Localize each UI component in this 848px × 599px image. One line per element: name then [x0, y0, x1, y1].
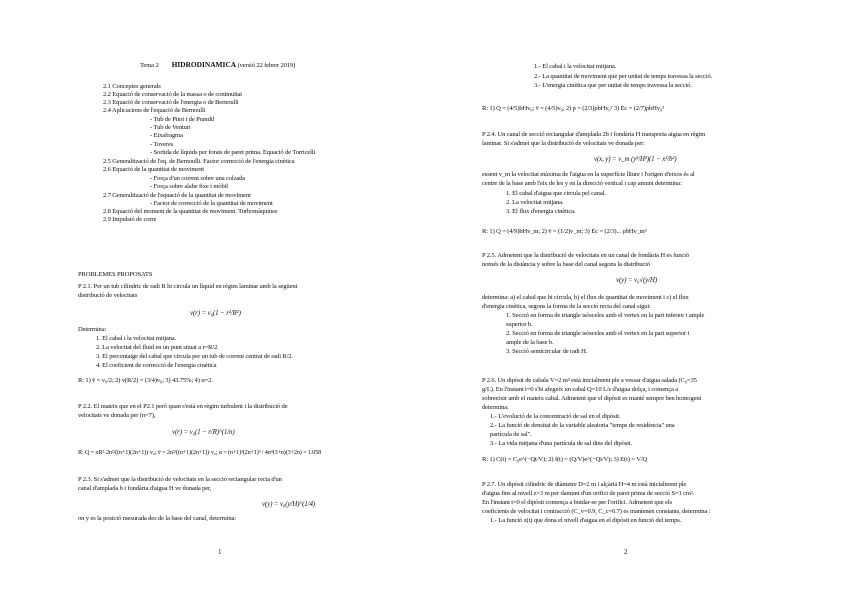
- page-number: 2: [624, 548, 628, 556]
- problem-text: P 2.3. Si s'admet que la distribució de velocitats en la secció rectangular recta d'un: [78, 476, 282, 483]
- list-item: 4. El coeficient de correcció de l'energia cinètica: [96, 362, 217, 369]
- problem-text: g/L). En l'instant t=0 s'hi afegeix un cabal Q=10 L/s d'aigua dolça, i comença a: [482, 386, 679, 393]
- list-item: 3.- La vida mitjana d'una partícula de sal dins del dipòsit.: [490, 440, 632, 447]
- toc-item: - Sortida de líquids per forats de paret prima. Equació de Torricelli: [150, 149, 316, 156]
- toc-item: - Força d'un corrent sobre una colzada: [150, 175, 246, 182]
- problem-text: d'energia cinètica, segons la forma de la secció recta del canal sigui:: [482, 303, 651, 310]
- problem-text: distribució de velocitats: [78, 292, 138, 299]
- problem-text: P 2.4. Un canal de secció rectangular d'amplada 2b i fondària H transporta aigua en règim: [482, 131, 706, 138]
- list-item: partícula de sal".: [490, 431, 532, 438]
- problem-text: determina:: [482, 404, 509, 411]
- problem-text: on y es la posició mesurada des de la base del canal, determina:: [78, 515, 236, 522]
- problem-text: centre de la base amb l'eix de les y en la direcció vertical i cap amunt determina:: [482, 180, 682, 187]
- toc-item: 2.7 Generalització de l'equació de la quantitat de moviment: [103, 192, 251, 199]
- toc-item: 2.6 Equació de la quantitat de moviment: [103, 166, 204, 173]
- list-item: 1.- La funció z(t) que dona el nivell d'aigua en el dipòsit en funció del temps.: [490, 517, 682, 524]
- formula: v(r) = v₀(1 − r²/R²): [190, 309, 241, 317]
- problem-text: En l'instant t=0 el dipòsit comença a buidar-se per l'orifici. Admetent que els: [482, 499, 672, 506]
- toc-item: - Força sobre alabe fixe i mòbil: [150, 183, 228, 190]
- formula: v(y) = v₀√(y/H): [616, 276, 658, 284]
- toc-item: - Toveres: [150, 141, 174, 148]
- toc-item: 2.1 Conceptes generals: [103, 83, 161, 90]
- list-item: 1.- El cabal i la velocitat mitjana.: [534, 63, 617, 70]
- list-item: 2.- La funció de densitat de la variable aleatoria "temps de residència" una: [490, 422, 675, 429]
- header: [140, 61, 295, 70]
- toc-item: - Tub de Venturi: [150, 124, 191, 131]
- problem-text: essent v_m la velocitat màxima de l'aigua en la superfície lliure i l'origen d'eixos és al: [482, 171, 695, 178]
- problem-text: P 2.1. Per un tub cilíndric de radi R hi circula un líquid en règim laminar amb la següent: [78, 283, 298, 290]
- list-item: 3. El percentatge del cabal que circula per un tub de corrent centrat de radi R/2.: [96, 353, 293, 360]
- page-number: 1: [218, 548, 222, 556]
- right-page: [424, 0, 848, 599]
- answer: R: 1) Q = (4/5)bHv₀; v̄ = (4/5)v₀; 2) ṗ = (2/3)ρbHv₀² 3) Ėc = (2/7)ρbHv₀³: [482, 105, 664, 112]
- toc-item: 2.9 Impulsió de corre: [103, 216, 157, 223]
- answer: R: Q = πR²·2n²/((n+1)(2n+1))·v₀; v̄ = 2n²/((n+1)(2n+1))·v₀; α = (n+1)³(2n+1)³ / 4n⁴(3+n)(3+2n) = 1.058: [78, 449, 322, 456]
- section-title: PROBLEMES PROPOSATS: [78, 271, 153, 278]
- list-item: 3. El flux d'energia cinètica.: [506, 208, 576, 215]
- answer: R: 1) C(t) = C₀e^(−Qt/V); 2) f(t) = (Q/V)e^(−Qt/V); 3) E(t) = V/Q: [482, 456, 648, 463]
- answer: R: 1) Q = (4/9)bHv_m; 2) v̄ = (1/2)v_m; 3) Ėc = (2/3)... ρbHv_m³: [482, 228, 647, 235]
- list-item: 3.- L'energia cinètica que per unitat de temps travessa la secció.: [534, 82, 692, 89]
- list-item: 2. La velocitat mitjana.: [506, 199, 564, 206]
- problem-text: sobreeixir amb el mateix cabal. Admetent que el dipòsit es manté sempre ben homogeni: [482, 395, 702, 402]
- problem-text: d'aigua fins al nivell z=3 m per damunt d'un orifici de paret prima de secció S=1 cm².: [482, 490, 695, 497]
- list-item: 1.- L'evolució de la concentració de sal en el dipòsit.: [490, 413, 621, 420]
- toc-item: 2.4 Aplicacions de l'equació de Bernoulli: [103, 107, 206, 114]
- list-item: 1. El cabal i la velocitat mitjana.: [96, 335, 177, 342]
- problem-text: coeficients de velocitat i contracció (C_v=0.9, C_c=0.7) es mantenen constants, determina :: [482, 508, 711, 515]
- problem-text: P 2.7. Un dipòsit cilíndric de diàmetre D=2 m i alçària H=4 m està inicialment ple: [482, 481, 687, 488]
- problem-text: P 2.5. Admetent que la distribució de velocitats en un canal de fondària H es funció: [482, 252, 690, 259]
- header-label: Tema 2: [140, 62, 159, 69]
- toc-item: 2.3 Equació de conservació de l'energia o de Bernoulli: [103, 99, 239, 106]
- toc-item: - Factor de correcció de la quantitat de moviment: [150, 200, 273, 207]
- list-item: 2. Secció en forma de triangle isòsceles amb el vertex en la part superior i: [506, 330, 690, 337]
- list-item: 2. La velocitat del fluid en un punt situat a r=R/2.: [96, 344, 219, 351]
- list-item: 2.- La quantitat de moviment que per unitat de temps travessa la secció.: [534, 73, 713, 80]
- problem-text: velocitats ve donada per (n=7),: [78, 412, 156, 419]
- formula: v(r) = v₀(1 − r/R)^(1/n): [172, 428, 235, 436]
- toc-item: 2.8 Equació del moment de la quantitat de moviment. Turbomàquines: [103, 208, 278, 215]
- list-item: 3. Secció semicircular de radi H.: [506, 348, 588, 355]
- header-title: HIDRODINAMICA: [171, 60, 237, 69]
- list-item: 1. El cabal d'aigua que circula pel canal.: [506, 190, 606, 197]
- problem-text: determina: a) el cabal que hi circula, b) el flux de quantitat de moviment i c) el flux: [482, 294, 689, 301]
- toc-item: - Eixafragma: [150, 132, 183, 139]
- formula: v(y) = v₀(y/H)^(1/4): [262, 500, 315, 508]
- toc-item: 2.5 Generalització de l'eq. de Bernoulli. Factor correcció de l'energia cinètica: [103, 158, 295, 165]
- formula: v(x, y) = v_m (y²/H²)(1 − x²/b²): [594, 155, 677, 163]
- problem-text: Determina:: [78, 326, 107, 333]
- list-item: superior b.: [506, 321, 533, 328]
- list-item: 1. Secció en forma de triangle isòsceles amb el vertex en la part inferior i ample: [506, 312, 705, 319]
- toc-item: 2.2 Equació de conservació de la massa o de continuïtat: [103, 91, 242, 98]
- list-item: ample de la base b.: [506, 339, 554, 346]
- problem-text: canal d'amplada b i fondària d'aigua H ve donada per,: [78, 485, 212, 492]
- toc-item: - Tub de Pitot i de Prandtl: [150, 116, 215, 123]
- problem-text: només de la distància y sobre la base del canal segons la distribució: [482, 261, 650, 268]
- problem-text: laminar. Si s'admet que la distribució de velocitats ve donada per:: [482, 140, 645, 147]
- header-date: (versió 22 febrer 2019): [237, 62, 296, 69]
- answer: R: 1) v̄ = v₀/2; 2) v(R/2) = (3/4)v₀; 3) 43.75%; 4) α=2.: [78, 377, 213, 384]
- problem-text: P 2.6. Un dipòsit de cabala V=2 m³ està inicialment ple a vessar d'aigua salada (C₀=35: [482, 377, 697, 384]
- problem-text: P 2.2. El mateix que en el P2.1 però quan s'està en règim turbulent i la distribució de: [78, 403, 288, 410]
